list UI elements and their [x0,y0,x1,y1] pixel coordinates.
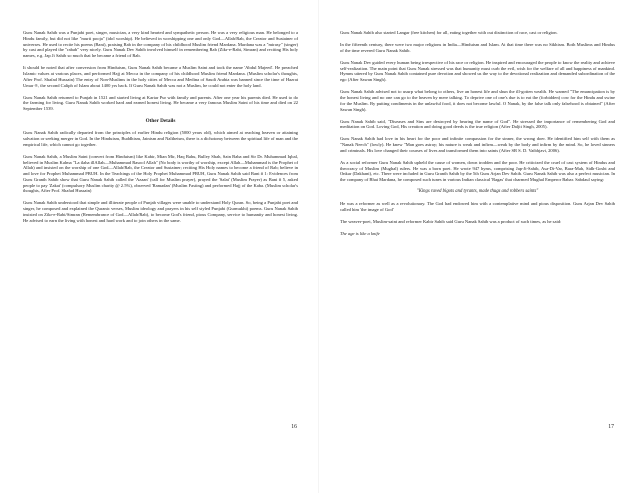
left-paragraph: Guru Nanak Sahib radically departed from the principles of earlier Hindu religion (5000 years old), which aimed at reaching heaven or attaining salvation or seeking merger in God. In the Hinduism, Buddhism, Jainism and Naltheism, there is a dichotomy between the spiritual life of man and the empirical life, which cannot go together. [23,130,298,147]
right-paragraph: In the fifteenth century, there were two major religions in India—Hinduism and Islam. At that time there was no Sikhism. Both Muslims and Hindus of the time revered Guru Nanak Sahib. [340,41,615,53]
left-text-column [23,30,298,230]
right-paragraph: He was a reformer as well as a revolutionary. The God had endowed him with a contemplative mind and pious disposition. Guru Arjan Dev Sahib called him 'the image of God' [340,201,615,212]
right-paragraph: As a social reformer Guru Nanak Sahib upheld the cause of women, down trodden and the poor. He criticized the cruel of cast system of Hindus and theocracy of Muslim (Mughal) rulers. He was a born poet. He wrote 947 hyms, comprising Jap-Ji-Sahib, Asa-Di-Var, Bara-Mah, Sidh-Gosht and Onkar (Dakhani), etc. There were included in Guru Granth Sahib by the 5th Guru Arjan Dev Sahib. Guru Nanak Sahib was also a perfect musician. In the company of Bhai Mardana, he composed such tunes in various Indian classical 'Ragas' that charmed Mughal Emperor Babar. Sabdaul saying: [340,159,615,183]
left-paragraph: Guru Nanak Sahib returned to Punjab in 1521 and started living at Kartar Pur with family and parents. After one year his parents died. He used to do the farming for living. Guru Nanak Sahib worked hard and earned honest living. He became a very famous Muslim Saint of his time and died on 22 September 1539. [23,94,298,112]
right-paragraph: The weaver-poet, Muslim-saint and reformer Kabir Sahib said Guru Nanak Sahib was a product of such times, as he said: [340,218,562,224]
right-paragraph: Guru Nanak Sahib also started Langar (free kitchen) for all, eating together with out distinction of race, cast or religion. [340,30,558,35]
left-paragraph: It should be noted that after conversion from Hinduism, Guru Nanak Sahib became a Muslim Saint and took the name 'Abdul Majeed'. He preached Islamic values at various places, and performed Hajj at Mecca in the company of his childhood Muslim friend Mardana. (Muslim scholar's thoughts, After Prof. Shafad Hussain) The entry of Non-Muslims in the holy cities of Mecca and Medina of Saudi Arabia was banned since the time of Hazrat Umar ®, the second Caliph of Islam about 1400 yrs back. If Guru Nanak Sahib was not a Muslim, he could not enter the holy land. [23,65,298,88]
section-heading: Other Details [145,118,176,125]
right-paragraph: Guru Nanak Sahib said, "Diseases and Sins are destroyed by hearing the name of God". He stressed the importance of remembering God and meditation on God. Loving God, His creation and doing good deeds is the true religion (After Daljit Singh, 2005). [340,118,615,130]
right-text-column [340,30,615,243]
left-paragraph: Guru Nanak Sahib understood that simple and illiterate people of Punjab villages were unable to understand Holy Quran. So, being a Punjabi poet and singer, he composed and explained the Quranic verses, Muslim ideology and prayers in his self styled Punjabi (Gurmukhi) poems. Guru Nanak Sahib insisted on Zikr-e-Rabi/Simran (Remembrance of God—Allah/Rab), to become God's friend, pious Company, service to humanity and honest living. He advised to earn the living with honest and hard work and to join others in the same. [23,200,298,223]
closing-line: The age is like a knife [340,230,380,236]
left-page-number: 16 [291,424,297,430]
quotation: "Kings raved bigots and tyrants, made thugs and robbers saints" [416,189,539,195]
left-paragraph: Guru Nanak Sahib, a Muslim Saint (convert from Hinduism) like Kabir, Mian Mir, Haq Bahu, Bulley Shah, Sain Baba and Sir Dr. Muhammad Iqbal, believed in Muslim Kalma "La ilaha illAllah—Muhammad Rasool Allah" (No body is worthy of worship, except Allah—Muhammad is the Prophet of Allah) and insisted on the worship of one God—Allah/Rab, the Creator and Sustainer; reciting His Holy names to become a friend of Rab; believe in and love for Prophet Muhammad PBUH. In the Teachings of the Holy Prophet Muhammad PBUH, Guru Nanak Sahib said Bani # 1: Evidences from Guru Granth Sahib show that Guru Nanak Sahib called the 'Azaan' (call for Muslim prayer), prayed the 'Salat' (Muslim Prayer) as Bani # 5, asked people to pay 'Zakat' (compulsory Muslim charity @ 2.5%), observed 'Ramadan' (Muslim Fasting) and performed Hajj of the Kaba. (Muslim scholar's thoughts, After Prof. Shafad Hussain) [23,153,298,194]
left-paragraph: Guru Nanak Sahib was a Punjabi poet, singer, musician, a very kind hearted and sympathetic person. He was a very religious man. He belonged to a Hindu family, but did not like "murti pooja" (idol worship). He believed in worshipping one and only God—Allah/Rab, the Creator and Sustainer of universes. He used to recite his poems (Bani), praising Rab in the company of his childhood Muslim friend Mardana. Mardana was a "mirasy" (singer) by cast and played the "rabab" very nicely. Guru Nanak Dev Sahib involved himself in remembering Rab (Zikr-e-Rabi, Simran) and reciting His holy names, e.g. Jap Ji Sahib so much that he became a friend of Rab. [23,30,298,59]
right-paragraph: Guru Nanak Dev guided every human being irrespective of his race or religion. He inspired and encouraged the people to know the reality and achieve self-realization. The main point that Guru Nanak stressed was that humanity must curb the evil, wish for the welfare of all and happiness of mankind. Hymns uttered by Guru Nanak Sahib contained pure devotion and showed us the way to the devotional realization and demanded subordination of the ego (After Sawan Singh). [340,59,615,83]
right-page [319,0,638,493]
right-paragraph: Guru Nanak Sahib advised not to usurp what belong to others, live an honest life and shun the ill-gotten wealth. He warned "The emancipation is by the honest living and no one can go to the heaven by mere talking. To deprive one of one's due is to eat the (forbidden) cow for the Hindu and swine for the Muslim. By putting condiments in the unlawful food, it does not become lawful. O Nanak, by the false talk only falsehood is obtained" (After Sawan Singh). [340,89,615,112]
right-paragraph: Guru Nanak Sahib had love in his heart for the poor and infinite compassion for the sinner, the wrong doer. He identified him self with them as "Nanak Neech" (lowly). He knew "Man goes astray; his nature is weak and infirm—weak by the body and infirm by the mind. So, he loved sinners and criminals. His love changed their courses of lives and transformed them into saints (After SR S. D. Vaibhjavi, 2006). [340,136,615,153]
right-page-number: 17 [608,424,614,430]
